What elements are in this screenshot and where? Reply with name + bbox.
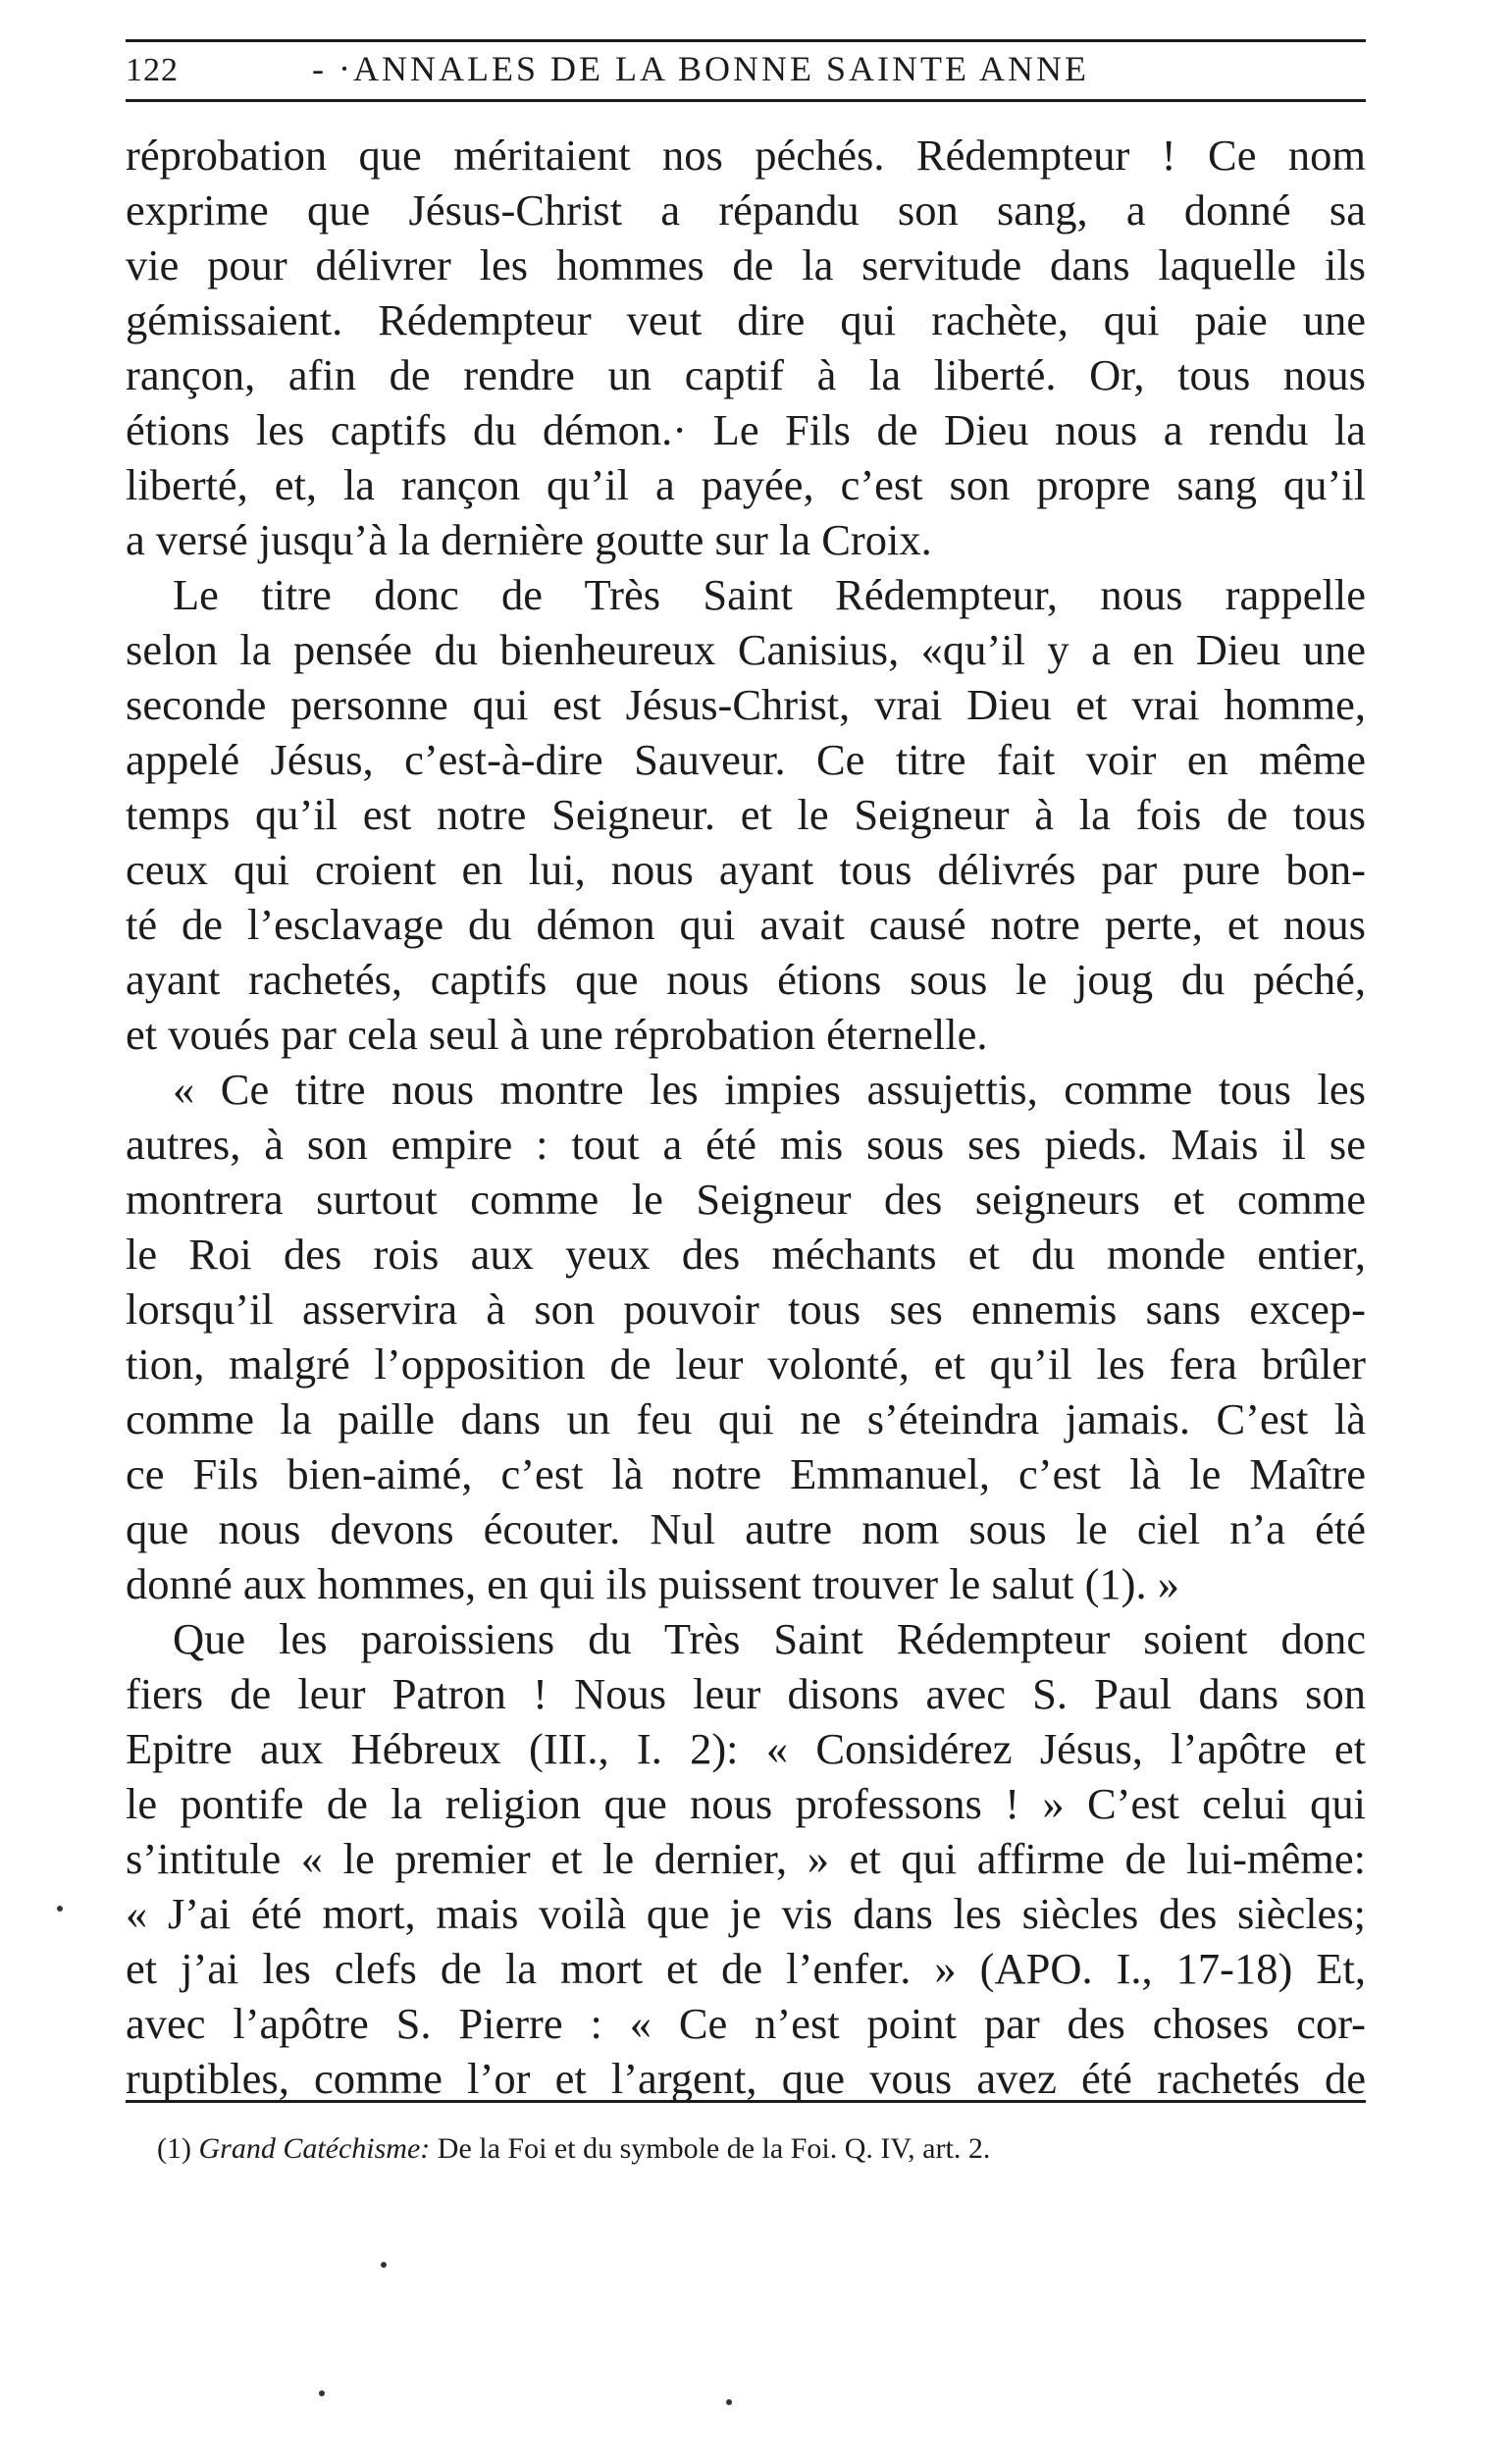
body-line: et voués par cela seul à une réprobation éternelle.	[126, 1010, 988, 1059]
body-line: appelé Jésus, c’est-à-dire Sauveur. Ce titre fait voir en même	[126, 735, 1366, 784]
page-header	[126, 39, 1366, 102]
margin-speck	[381, 2262, 387, 2268]
margin-speck	[57, 1906, 63, 1912]
body-line: lorsqu’il asservira à son pouvoir tous ses ennemis sans excep-	[126, 1284, 1366, 1334]
running-title: - ·ANNALES DE LA BONNE SAINTE ANNE	[312, 49, 1089, 88]
body-text	[126, 128, 1366, 2106]
footnote-text: De la Foi et du symbole de la Foi. Q. IV, art. 2.	[437, 2132, 991, 2165]
paragraph-start-line: Que les paroissiens du Très Saint Rédempteur soient donc	[173, 1614, 1366, 1663]
body-line: a versé jusqu’à la dernière goutte sur la Croix.	[126, 515, 932, 564]
page-number: 122	[126, 52, 179, 88]
body-line: té de l’esclavage du démon qui avait causé notre perte, et nous	[126, 900, 1366, 949]
body-line: liberté, et, la rançon qu’il a payée, c’est son propre sang qu’il	[126, 460, 1366, 509]
body-line: « J’ai été mort, mais voilà que je vis dans les siècles des siècles;	[126, 1889, 1366, 1938]
body-line: autres, à son empire : tout a été mis sous ses pieds. Mais il se	[126, 1120, 1366, 1169]
body-line: seconde personne qui est Jésus-Christ, vrai Dieu et vrai homme,	[126, 680, 1366, 729]
header-rule-top	[126, 39, 1366, 42]
body-line: le pontife de la religion que nous professons ! » C’est celui qui	[126, 1779, 1366, 1828]
body-line: exprime que Jésus-Christ a répandu son sang, a donné sa	[126, 185, 1366, 235]
body-line: réprobation que méritaient nos péchés. Rédempteur ! Ce nom	[126, 131, 1366, 180]
margin-speck	[726, 2399, 732, 2405]
body-line: selon la pensée du bienheureux Canisius, «qu’il y a en Dieu une	[126, 625, 1366, 674]
header-row	[126, 48, 1366, 89]
body-line: gémissaient. Rédempteur veut dire qui rachète, qui paie une	[126, 295, 1366, 344]
margin-speck	[319, 2390, 325, 2396]
body-line: donné aux hommes, en qui ils puissent trouver le salut (1). »	[126, 1559, 1179, 1608]
body-line: le Roi des rois aux yeux des méchants et du monde entier,	[126, 1230, 1366, 1279]
body-line: avec l’apôtre S. Pierre : « Ce n’est point par des choses cor-	[126, 1999, 1366, 2048]
body-line: et j’ai les clefs de la mort et de l’enfer. » (APO. I., 17-18) Et,	[126, 1944, 1366, 1993]
body-line: Epitre aux Hébreux (III., I. 2): « Considérez Jésus, l’apôtre et	[126, 1724, 1366, 1773]
body-line: que nous devons écouter. Nul autre nom sous le ciel n’a été	[126, 1504, 1366, 1553]
body-line: ce Fils bien-aimé, c’est là notre Emmanuel, c’est là le Maître	[126, 1449, 1366, 1498]
body-line: fiers de leur Patron ! Nous leur disons avec S. Paul dans son	[126, 1669, 1366, 1718]
body-line: s’intitule « le premier et le dernier, » et qui affirme de lui-même:	[126, 1834, 1366, 1883]
footnote-marker: (1)	[157, 2132, 191, 2165]
footnote	[157, 2129, 1334, 2169]
body-line: ceux qui croient en lui, nous ayant tous délivrés par pure bon-	[126, 845, 1366, 894]
body-line: tion, malgré l’opposition de leur volonté, et qu’il les fera brûler	[126, 1339, 1366, 1389]
footnote-source: Grand Catéchisme:	[198, 2132, 431, 2165]
body-line: ayant rachetés, captifs que nous étions sous le joug du péché,	[126, 955, 1366, 1004]
body-line: rançon, afin de rendre un captif à la liberté. Or, tous nous	[126, 350, 1366, 399]
body-line: étions les captifs du démon.· Le Fils de Dieu nous a rendu la	[126, 405, 1366, 454]
body-line: vie pour délivrer les hommes de la servitude dans laquelle ils	[126, 240, 1366, 289]
body-line: ruptibles, comme l’or et l’argent, que vous avez été rachetés de	[126, 2054, 1366, 2103]
body-line: temps qu’il est notre Seigneur. et le Seigneur à la fois de tous	[126, 790, 1366, 839]
footnote-rule	[126, 2100, 1366, 2103]
header-rule-bottom	[126, 99, 1366, 102]
paragraph-start-line: « Ce titre nous montre les impies assujettis, comme tous les	[173, 1065, 1366, 1114]
body-line: montrera surtout comme le Seigneur des seigneurs et comme	[126, 1175, 1366, 1224]
body-line: comme la paille dans un feu qui ne s’éteindra jamais. C’est là	[126, 1394, 1366, 1443]
paragraph-start-line: Le titre donc de Très Saint Rédempteur, nous rappelle	[173, 570, 1366, 619]
